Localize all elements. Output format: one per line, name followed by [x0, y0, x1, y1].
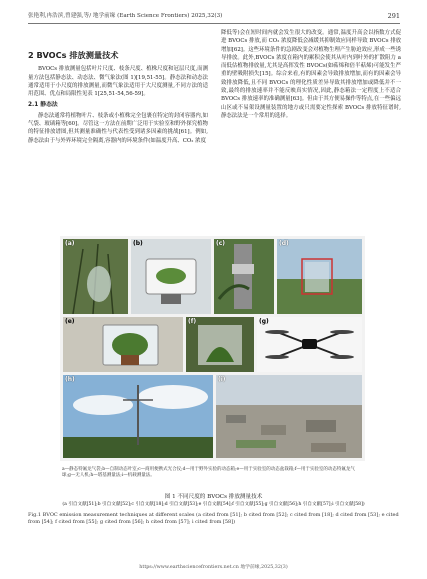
- drone-image: [257, 317, 362, 372]
- aerial-city-image: [216, 375, 362, 458]
- panel-b: [131, 239, 211, 314]
- panel-label-c: (c): [216, 240, 226, 247]
- panel-i: [216, 375, 362, 458]
- panel-d: [277, 239, 362, 314]
- leaf-chamber-image: [131, 239, 211, 314]
- branch-chamber-image: [214, 239, 274, 314]
- panel-h: [63, 375, 213, 458]
- panel-label-a: (a): [65, 240, 75, 247]
- panel-a: [63, 239, 128, 314]
- subsection-title: 2.1 静态法: [28, 102, 58, 109]
- panel-label-f: (f): [188, 318, 197, 325]
- figure-caption-title: 图 1 不同尺度的 BVOCs 排放测量技术: [164, 494, 263, 500]
- page-number: 291: [387, 12, 400, 20]
- right-column: [221, 29, 401, 120]
- static-method-paragraph: 静态法通常将植物叶片、枝条或小植株完全包裹在特定的封闭容器内,如气袋、玻璃箱等[60]。尽管这一方法在前期广泛用于实验室和野外探究植物的特征排放谱图,但其测量准确性与代表性受到诸多因素的挑战[61]。例如,静态法由于与外界环境完全隔离,容器内的环境条件(如温度升高、CO₂ 浓度: [28, 112, 208, 144]
- intro-paragraph: BVOCs 排放测量包括叶片尺度、枝条尺度、植株尺度和冠层尺度,而测量方法包括静态法、动态法、微气象法(图 1)[19,51-55]。静态法和动态法通常适用于小尺度的排放测量,而微气象法适用于大尺度测量,不同方法的适用范围、优点和局限性见表 1[25,51-54,56-59]。: [28, 66, 208, 98]
- plant-bag-image: [63, 239, 128, 314]
- figure-notes: a—静态特氟龙气袋;b—自制动态叶室;c—商用便携式光合仪;d—用于野外实验的动态箱;e—用于实验室的动态盆栽箱;f—用于实验室的动态特氟龙气球;g—无人机;h—塔基测量法;i—机载测量法。: [62, 467, 355, 479]
- panel-label-e: (e): [65, 318, 75, 325]
- right-paragraph: 降低等)会在短时间内就会发生很大的改变。通常,温度升高会以指数方式促进 BVOCs 排放,而 CO₂ 浓度降低会减缓其抑制效应同样导致 BVOCs 排放增加[62]。这些环境条件的急剧改变会对植物生理产生胁迫效应,形成一些诱导排放。此外,BVOCs 浓度在箱内的累积会使其从叶内到叶外的扩散阻力 a 而低估植物排放量,尤其是高挥发性 BVOCs(如萜烯和倍半萜烯)可能发生严重的壁吸附损失[15]。综合来看,有的因素会导致排放增加,而有的因素会导致排放降低,且不同 BVOCs 的理化性质差异导致其排放增加或降低并不一致,最终的排放速率并不能反映真实情况,因此,静态箱法一定程度上不适合 BVOCs 排放速率的准确测量[63]。但由于其方便易操作等特点,在一些偏远山区或不易架设测量装置的地方或只需要定性探索 BVOCs 排放特征谱时,静态法法是一个常用的选择。: [221, 30, 401, 119]
- left-column: [28, 29, 208, 145]
- panel-f: [186, 317, 254, 372]
- panel-label-b: (b): [133, 240, 143, 247]
- flux-tower-image: [63, 375, 213, 458]
- page-footer: https://www.earthsciencefrontiers.net.cn 地学前缘,2025,32(3): [139, 565, 288, 570]
- figure-caption-cn: [0, 492, 427, 507]
- panel-label-h: (h): [65, 376, 75, 383]
- figure-caption-en: Fig.1 BVOC emission measurement techniques at different scales (a cited from [51]; b cited from [52]; c cited from [18]; d cited from [53]; e cited from [54]; f cited from [55]; g cited from [56]; h cited from [57]; i cited from [58]): [28, 512, 399, 525]
- figure-caption-sources: (a 引自文献[51];b 引自文献[52];c 引自文献[18];d 引自文献[53];e 引自文献[54];f 引自文献[55];g 引自文献[56];h 引自文献[57];i 引自文献[58]): [62, 502, 365, 507]
- panel-g: [257, 317, 362, 372]
- field-site-image: [277, 239, 362, 314]
- panel-e: [63, 317, 183, 372]
- panel-label-d: (d): [279, 240, 289, 247]
- running-head: 张艳利,冉浩滨,曾建强,等/ 地学前缘 (Earth Science Frontiers) 2025,32(3): [28, 13, 223, 19]
- page-header: [28, 10, 400, 24]
- section-title: 2 BVOCs 排放测量技术: [28, 50, 119, 60]
- figure-1: [60, 236, 365, 461]
- panel-label-g: (g): [259, 318, 269, 325]
- plant-box-image: [186, 317, 254, 372]
- panel-label-i: (i): [218, 376, 226, 383]
- panel-c: [214, 239, 274, 314]
- potted-plant-image: [63, 317, 183, 372]
